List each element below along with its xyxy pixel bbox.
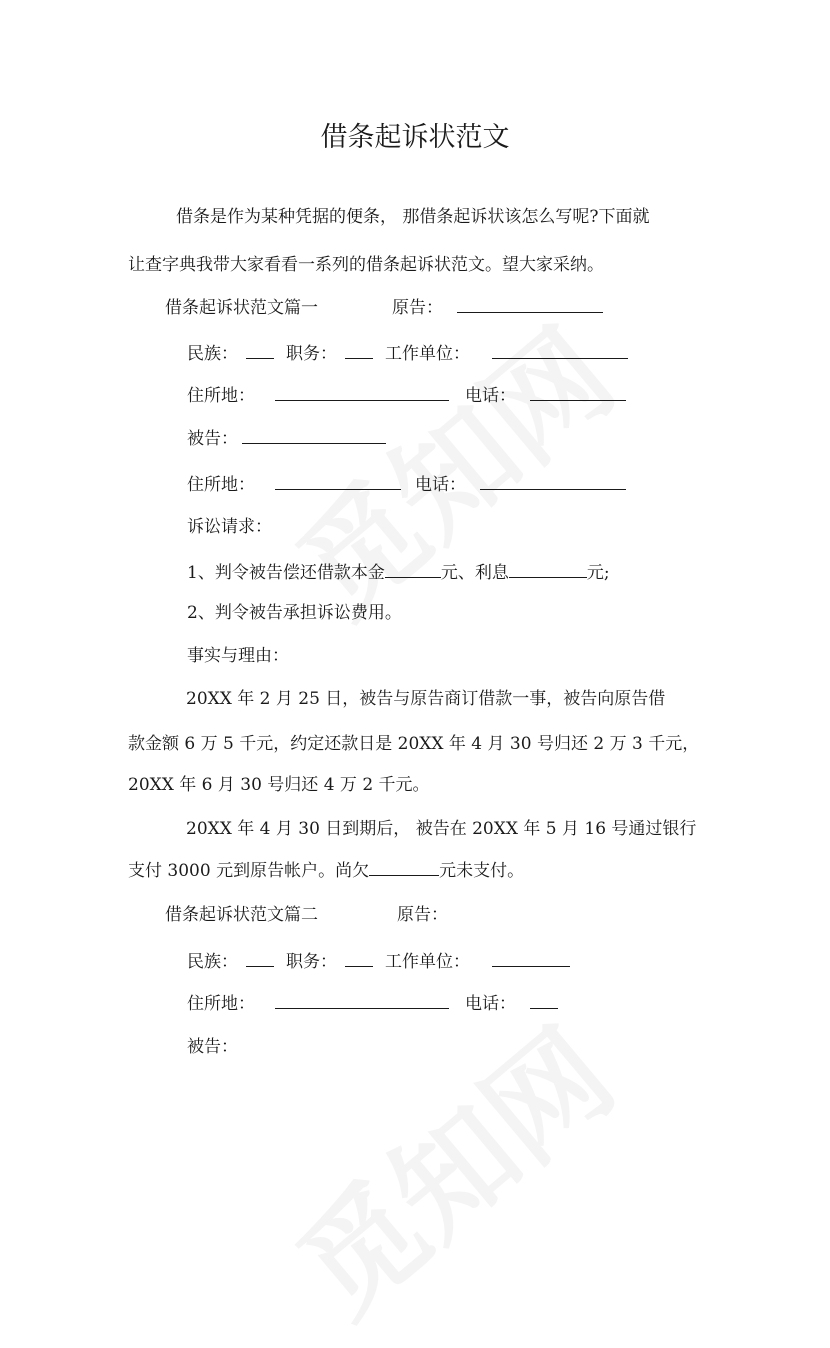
- facts-p1-line1: 20XX 年 2 月 25 日，被告与原告商订借款一事，被告向原告借: [186, 689, 666, 709]
- workplace-blank: [492, 951, 570, 967]
- facts-p2-line2: [128, 860, 524, 882]
- section2-heading: 借条起诉状范文篇二: [165, 905, 318, 925]
- watermark: [257, 284, 643, 647]
- address-label: 住所地：: [187, 386, 255, 406]
- claim1-text-b: 元、利息: [440, 563, 509, 583]
- ethnicity-label: 民族：: [187, 344, 238, 364]
- facts-p1-line3: 20XX 年 6 月 30 号归还 4 万 2 千元。: [128, 775, 430, 795]
- section1-address2-row: [187, 474, 626, 496]
- section2-defendant-label: 被告：: [187, 1037, 238, 1057]
- intro-line-1: 借条是作为某种凭据的便条， 那借条起诉状该怎么写呢?下面就: [176, 207, 650, 227]
- ethnicity-label: 民族：: [187, 952, 238, 972]
- claim1-text-a: 1、判令被告偿还借款本金: [187, 563, 385, 583]
- workplace-label: 工作单位：: [385, 952, 470, 972]
- defendant-blank: [242, 428, 386, 444]
- position-label: 职务：: [286, 952, 337, 972]
- address-blank: [275, 993, 449, 1009]
- phone2-label: 电话：: [415, 475, 466, 495]
- principal-blank: [385, 562, 441, 578]
- plaintiff-label: 原告：: [392, 298, 443, 318]
- position-blank: [345, 343, 373, 359]
- plaintiff-blank: [457, 297, 603, 313]
- workplace-blank: [492, 343, 628, 359]
- ethnicity-blank: [246, 951, 274, 967]
- phone-label: 电话：: [465, 994, 516, 1014]
- claims-heading: 诉讼请求：: [187, 517, 272, 537]
- phone-label: 电话：: [465, 386, 516, 406]
- claim1-text-c: 元;: [586, 563, 610, 583]
- section1-address-row: [187, 385, 626, 407]
- phone-blank: [530, 385, 626, 401]
- address2-blank: [275, 474, 401, 490]
- section1-defendant-row: [187, 428, 386, 450]
- document-title: 借条起诉状范文: [320, 122, 510, 153]
- facts-p2-line1: 20XX 年 4 月 30 日到期后， 被告在 20XX 年 5 月 16 号通过银行: [186, 819, 697, 839]
- facts-heading: 事实与理由：: [187, 646, 289, 666]
- section2-address-row: [187, 993, 558, 1015]
- intro-line-2: 让查字典我带大家看看一系列的借条起诉状范文。望大家采纳。: [128, 255, 604, 275]
- section1-heading: 借条起诉状范文篇一: [165, 298, 318, 318]
- ethnicity-blank: [246, 343, 274, 359]
- position-label: 职务：: [286, 344, 337, 364]
- section2-plaintiff-label: 原告：: [397, 905, 448, 925]
- section1-info-row: [187, 343, 628, 365]
- outstanding-blank: [369, 860, 439, 876]
- position-blank: [345, 951, 373, 967]
- facts-p2-text-b: 元未支付。: [439, 861, 525, 881]
- section1-plaintiff-row: [392, 297, 603, 319]
- interest-blank: [509, 562, 587, 578]
- address-blank: [275, 385, 449, 401]
- address2-label: 住所地：: [187, 475, 255, 495]
- address-label: 住所地：: [187, 994, 255, 1014]
- workplace-label: 工作单位：: [385, 344, 470, 364]
- section2-info-row: [187, 951, 570, 973]
- facts-p2-text-a: 支付 3000 元到原告帐户。尚欠: [128, 861, 370, 881]
- facts-p1-line2: 款金额 6 万 5 千元，约定还款日是 20XX 年 4 月 30 号归还 2 万 3 千元，: [128, 734, 700, 754]
- claim-1: [187, 562, 610, 584]
- watermark: [257, 984, 643, 1347]
- phone2-blank: [480, 474, 626, 490]
- phone-blank: [530, 993, 558, 1009]
- defendant-label: 被告：: [187, 429, 238, 449]
- claim-2: 2、判令被告承担诉讼费用。: [187, 603, 402, 623]
